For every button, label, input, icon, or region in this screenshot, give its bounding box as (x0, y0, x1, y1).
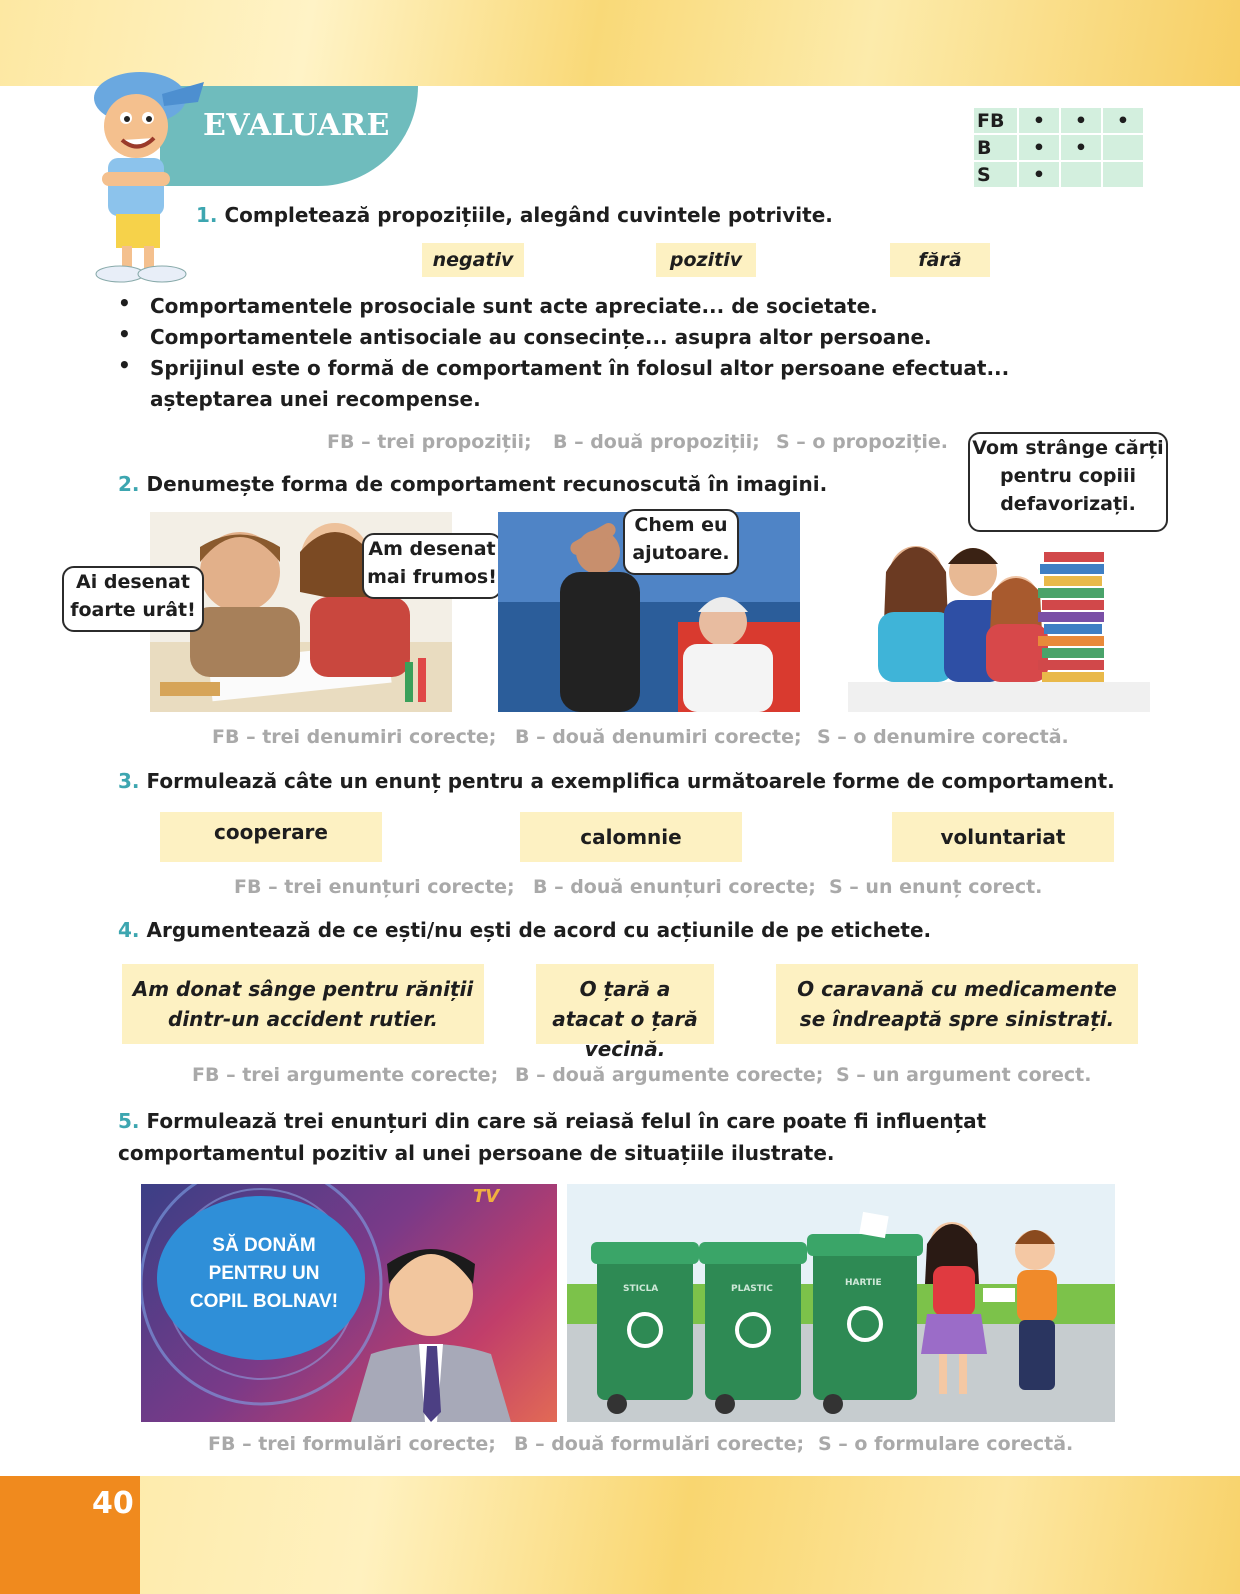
question-text: Denumește forma de comportament recunoscută în imagini. (146, 472, 828, 496)
grade-mark (1103, 162, 1143, 187)
scale-s: S – un enunț corect. (829, 876, 1043, 898)
speech-bubble: Chem eu ajutoare. (623, 509, 739, 575)
bullet-sentence: Sprijinul este o formă de comportament în folosul altor persoane efectuat... așteptarea unei recompense. (150, 356, 1010, 411)
grade-mark (1103, 135, 1143, 160)
word-option: negativ (422, 243, 524, 277)
question-number: 1. (196, 203, 218, 227)
grade-row-b (974, 135, 1143, 160)
bottom-decorative-band (0, 1476, 1240, 1594)
question-1 (196, 203, 833, 227)
question-number: 3. (118, 769, 140, 793)
tv-logo: TV (473, 1186, 500, 1207)
photo-children-books (848, 512, 1150, 712)
question-number: 2. (118, 472, 140, 496)
question-text: Formulează câte un enunț pentru a exemplifica următoarele forme de comportament. (146, 769, 1115, 793)
mascot-boy-illustration (78, 54, 208, 290)
grade-row-s (974, 162, 1143, 187)
scale-s: S – o propoziție. (776, 431, 949, 453)
page-title: EVALUARE (203, 108, 390, 143)
question-2 (118, 472, 827, 496)
bin-label: STICLA (623, 1284, 659, 1294)
speech-bubble: Ai desenat foarte urât! (62, 566, 204, 632)
grade-mark (1061, 162, 1101, 187)
grade-mark: • (1019, 108, 1059, 133)
word-option: pozitiv (656, 243, 756, 277)
bullet-icon: • (118, 353, 131, 377)
question-3 (118, 769, 1115, 793)
scale-fb: FB – trei formulări corecte; (208, 1433, 496, 1455)
bin-label: HARTIE (845, 1278, 882, 1288)
scale-fb: FB – trei enunțuri corecte; (234, 876, 515, 898)
scale-b: B – două argumente corecte; (515, 1064, 824, 1086)
behavior-tag: cooperare (160, 812, 382, 862)
action-label: Am donat sânge pentru răniții dintr-un accident rutier. (122, 964, 484, 1044)
grade-mark: • (1019, 162, 1059, 187)
page-number: 40 (92, 1486, 134, 1521)
question-text: Argumentează de ce ești/nu ești de acord cu acțiunile de pe etichete. (146, 918, 932, 942)
question-5 (118, 1105, 1158, 1169)
grade-mark: • (1103, 108, 1143, 133)
recycling-scene-art (567, 1184, 1115, 1422)
scale-b: B – două enunțuri corecte; (533, 876, 816, 898)
grade-row-fb (974, 108, 1143, 133)
question-number: 4. (118, 918, 140, 942)
scale-s: S – o denumire corectă. (817, 726, 1069, 748)
question-4 (118, 918, 931, 942)
grade-mark: • (1061, 135, 1101, 160)
grade-label: FB (974, 108, 1017, 133)
question-text: Completează propozițiile, alegând cuvintele potrivite. (224, 203, 833, 227)
scale-b: B – două denumiri corecte; (515, 726, 802, 748)
grade-mark: • (1019, 135, 1059, 160)
bullet-sentence: Comportamentele prosociale sunt acte apreciate... de societate. (150, 294, 878, 318)
action-label: O țară a atacat o țară vecină. (536, 964, 714, 1044)
scale-fb: FB – trei argumente corecte; (192, 1064, 499, 1086)
bin-label: PLASTIC (731, 1284, 773, 1294)
bullet-icon: • (118, 291, 131, 315)
grade-mark: • (1061, 108, 1101, 133)
scale-fb: FB – trei denumiri corecte; (212, 726, 497, 748)
question-text: Formulează trei enunțuri din care să reiasă felul în care poate fi influențat comportamentul pozitiv al unei persoane de situațiile ilustrate. (118, 1109, 987, 1165)
bullet-sentence: Comportamentele antisociale au consecințe... asupra altor persoane. (150, 325, 932, 349)
grade-label: B (974, 135, 1017, 160)
word-option: fără (890, 243, 990, 277)
scale-b: B – două formulări corecte; (514, 1433, 805, 1455)
scale-s: S – o formulare corectă. (818, 1433, 1074, 1455)
bullet-icon: • (118, 322, 131, 346)
scale-b: B – două propoziții; (553, 431, 760, 453)
action-label: O caravană cu medicamente se îndreaptă spre sinistrați. (776, 964, 1138, 1044)
tv-bubble-text: SĂ DONĂM PENTRU UN COPIL BOLNAV! (189, 1235, 339, 1312)
scale-fb: FB – trei propoziții; (327, 431, 532, 453)
behavior-tag: calomnie (520, 812, 742, 862)
speech-bubble: Am desenat mai frumos! (362, 533, 502, 599)
speech-bubble: Vom strânge cărți pentru copiii defavorizați. (968, 432, 1168, 532)
scale-s: S – un argument corect. (836, 1064, 1092, 1086)
grade-label: S (974, 162, 1017, 187)
recycling-illustration (567, 1184, 1115, 1422)
grade-table (972, 106, 1145, 189)
question-number: 5. (118, 1109, 140, 1133)
tv-illustration (141, 1184, 557, 1422)
behavior-tag: voluntariat (892, 812, 1114, 862)
